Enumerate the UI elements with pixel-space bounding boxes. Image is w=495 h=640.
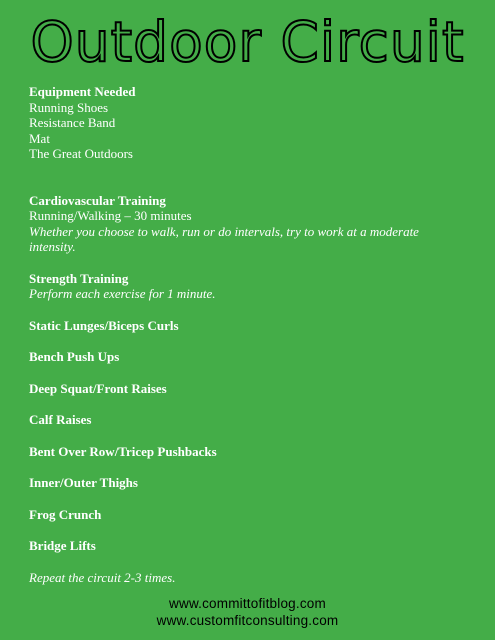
exercise-item: Calf Raises bbox=[29, 412, 92, 427]
exercise-item: Frog Crunch bbox=[29, 506, 102, 522]
cardio-line: Running/Walking – 30 minutes bbox=[29, 208, 192, 223]
footer-link-committofit: www.committofitblog.com bbox=[169, 596, 326, 611]
equipment-item: The Great Outdoors bbox=[29, 146, 133, 161]
exercise-item: Bridge Lifts bbox=[29, 538, 96, 553]
equipment-heading: Equipment Needed bbox=[29, 84, 136, 99]
equipment-item: Mat bbox=[29, 130, 50, 146]
cardio-heading: Cardiovascular Training bbox=[29, 192, 166, 208]
exercise-item: Static Lunges/Biceps Curls bbox=[29, 317, 179, 333]
equipment-item: Resistance Band bbox=[29, 115, 116, 130]
workout-content bbox=[29, 84, 469, 585]
equipment-item: Running Shoes bbox=[29, 99, 109, 115]
exercise-item: Bench Push Ups bbox=[29, 349, 120, 364]
exercise-item: Deep Squat/Front Raises bbox=[29, 380, 167, 396]
footer-link-customfit: www.customfitconsulting.com bbox=[156, 613, 339, 628]
repeat-note: Repeat the circuit 2-3 times. bbox=[29, 569, 176, 585]
cardio-note: Whether you choose to walk, run or do intervals, try to work at a moderate intensity. bbox=[29, 223, 419, 254]
strength-heading: Strength Training bbox=[29, 270, 129, 286]
exercise-item: Bent Over Row/Tricep Pushbacks bbox=[29, 443, 217, 459]
exercise-item: Inner/Outer Thighs bbox=[29, 475, 138, 490]
strength-note: Perform each exercise for 1 minute. bbox=[29, 286, 216, 301]
page-title: Outdoor Circuit bbox=[30, 10, 465, 74]
